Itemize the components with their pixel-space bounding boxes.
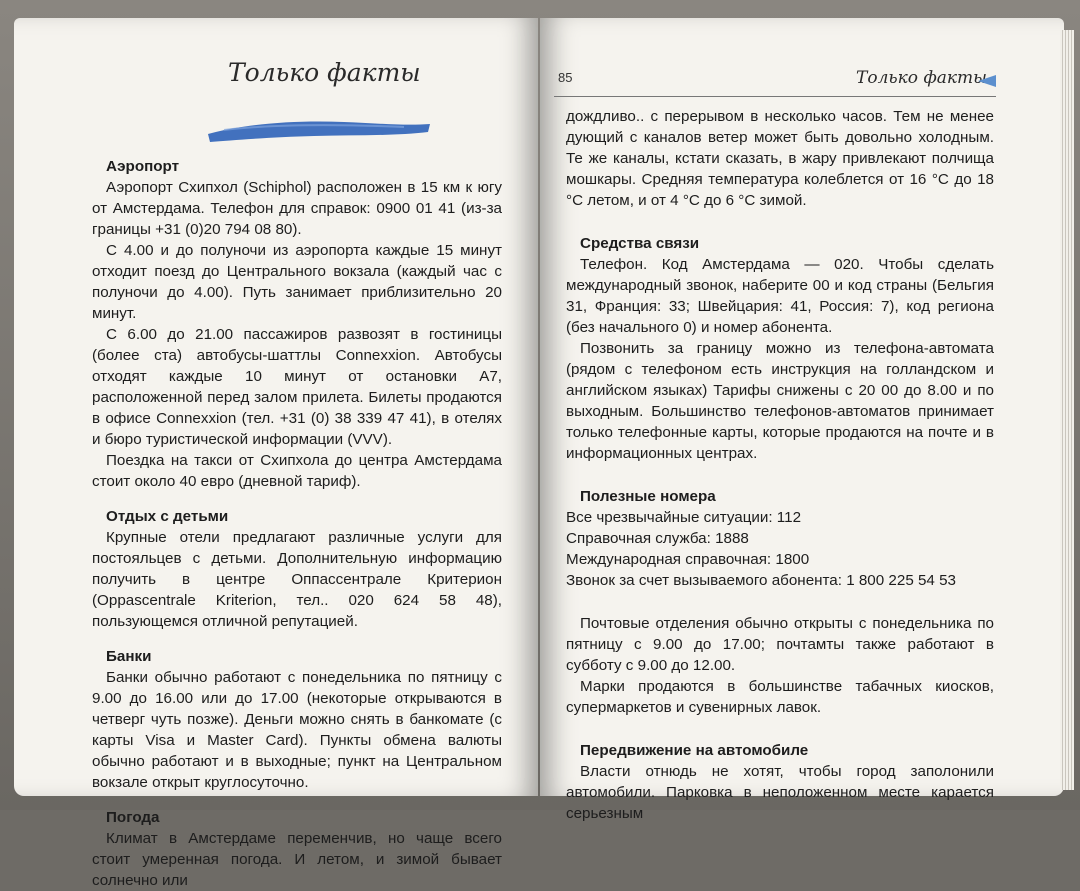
driving-paragraph: Власти отнюдь не хотят, чтобы город заполонили автомобили. Парковка в неположенном месте карается серьезным [566, 763, 994, 822]
brush-stroke-icon [204, 110, 434, 146]
airport-paragraph: Поездка на такси от Схипхола до центра Амстердама стоит около 40 евро (дневной тариф). [92, 452, 502, 490]
left-text-column [92, 156, 502, 891]
left-page [14, 18, 538, 889]
page-edges [1060, 30, 1074, 790]
useful-number-line: Международная справочная: 1800 [566, 551, 810, 568]
header-rule [554, 96, 996, 97]
section-heading-weather: Погода [106, 809, 160, 826]
communication-paragraph: Позвонить за границу можно из телефона-автомата (рядом с телефоном есть инструкция на голландском и английском языках) Тарифы снижены с 20 00 до 8.00 и по выходным. Большинство телефонов-автоматов принимает только телефонные карты, которые продаются на почте и в информационных центрах. [566, 340, 994, 462]
section-heading-useful-numbers: Полезные номера [580, 488, 716, 505]
useful-number-line: Звонок за счет вызываемого абонента: 1 800 225 54 53 [566, 572, 956, 589]
left-running-title: Только факты [228, 58, 421, 87]
communication-paragraph: Телефон. Код Амстердама — 020. Чтобы сделать международный звонок, наберите 00 и код страны (Бельгия 31, Франция: 33; Швейцария: 41, Россия: 7), код региона (без начального 0) и номер абонента. [566, 256, 994, 336]
post-paragraph: Марки продаются в большинстве табачных киосков, супермаркетов и сувенирных лавок. [566, 678, 994, 716]
weather-continued-paragraph: дождливо.. с перерывом в несколько часов. Тем не менее дующий с каналов ветер может быть довольно холодным. Те же каналы, кстати сказать, в жару привлекают полчища мошкары. Средняя температура колеблется от 16 °С до 18 °С летом, и от 4 °С до 6 °С зимой. [566, 108, 994, 209]
page-number: 85 [558, 70, 573, 85]
airport-paragraph: С 4.00 и до полуночи из аэропорта каждые 15 минут отходит поезд до Центрального вокзала (каждый час с полуночи до 4.00). Путь занимает приблизительно 20 минут. [92, 242, 502, 322]
right-page [540, 18, 1064, 822]
right-running-title: Только факты [856, 68, 988, 88]
section-heading-banks: Банки [106, 648, 152, 665]
banks-paragraph: Банки обычно работают с понедельника по пятницу с 9.00 до 16.00 или до 17.00 (некоторые открываются в четверг чуть позже). Деньги можно снять в банкомате (с карты Visa и Master Card). Пункты обмена валюты обычно работают и в выходные; пункт на Центральном вокзале открыт круглосуточно. [92, 669, 502, 791]
section-heading-airport: Аэропорт [106, 158, 180, 175]
weather-paragraph: Климат в Амстердаме переменчив, но чаще всего стоит умеренная погода. И летом, и зимой бывает солнечно или [92, 830, 502, 889]
page-tab-marker-icon [978, 75, 996, 87]
right-text-column [566, 106, 994, 824]
section-heading-children: Отдых с детьми [106, 508, 229, 525]
section-heading-driving: Передвижение на автомобиле [580, 742, 809, 759]
post-paragraph: Почтовые отделения обычно открыты с понедельника по пятницу с 9.00 до 17.00; почтамты также работают в субботу с 9.00 до 12.00. [566, 615, 994, 674]
children-paragraph: Крупные отели предлагают различные услуги для постояльцев с детьми. Дополнительную информацию получить в центре Оппассентрале Критерион (Oppascentrale Kriterion, тел.. 020 624 58 48), пользующемся отличной репутацией. [92, 529, 502, 630]
useful-number-line: Справочная служба: 1888 [566, 530, 749, 547]
airport-paragraph: С 6.00 до 21.00 пассажиров развозят в гостиницы (более ста) автобусы-шаттлы Connexxion. Автобусы отходят каждые 10 минут от остановки A7, расположенной перед залом прилета. Билеты продаются в офисе Connexxion (тел. +31 (0) 38 339 47 41), в отелях и бюро туристической информации (VVV). [92, 326, 502, 448]
useful-number-line: Все чрезвычайные ситуации: 112 [566, 509, 802, 526]
airport-paragraph: Аэропорт Схипхол (Schiphol) расположен в 15 км к югу от Амстердама. Телефон для справок: 0900 01 41 (из-за границы +31 (0)20 794 08 80). [92, 179, 502, 238]
section-heading-communication: Средства связи [580, 235, 700, 252]
